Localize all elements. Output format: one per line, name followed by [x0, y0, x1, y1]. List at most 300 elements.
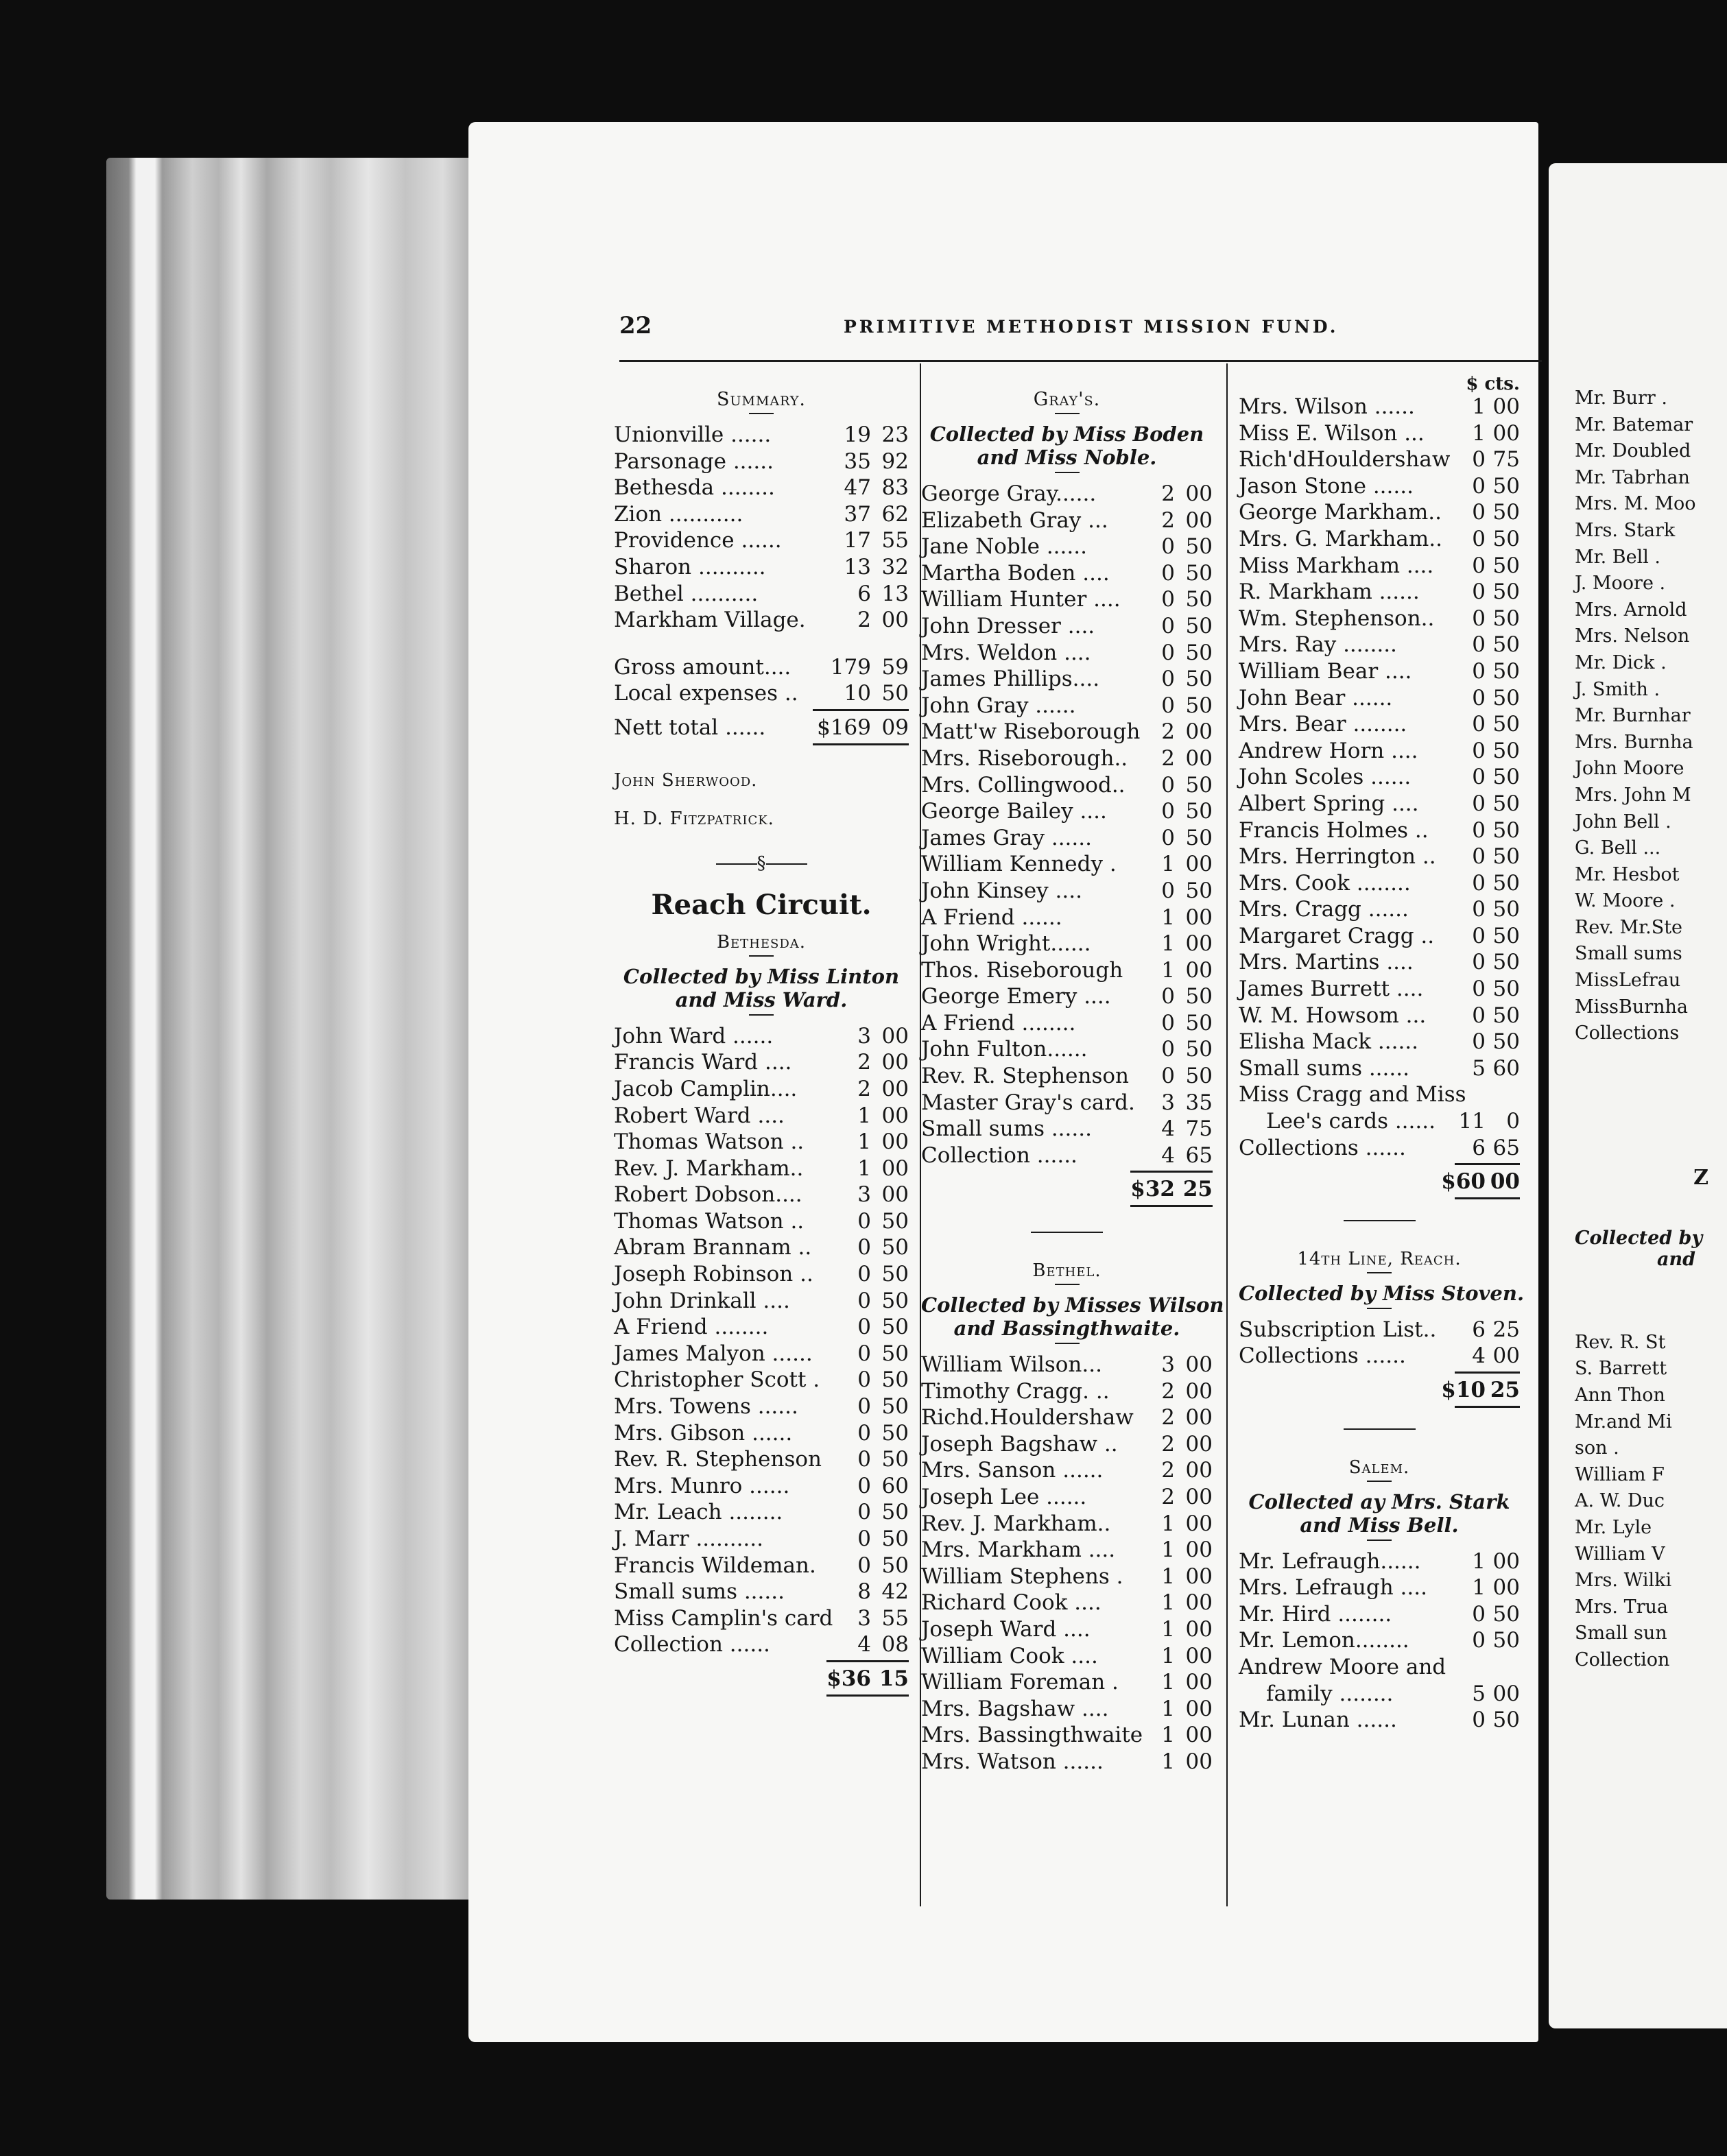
entry-cents: 50 [1492, 500, 1520, 525]
entry-name: Francis Wildeman. [614, 1553, 816, 1578]
entry-cents: 00 [1185, 1352, 1213, 1378]
entry-row [614, 582, 909, 608]
entry-row [1239, 844, 1520, 871]
entry-dollars: 0 [1161, 984, 1175, 1009]
entry-cents: 50 [881, 1447, 909, 1472]
entry-dollars: 0 [1161, 667, 1175, 692]
separator-mark: § [757, 852, 766, 874]
entry-dollars: 0 [1472, 579, 1486, 605]
entry-dollars: 1 [857, 1103, 871, 1128]
entry-row [921, 905, 1213, 932]
entry-row [1239, 527, 1520, 553]
entry-cents: 50 [1492, 579, 1520, 605]
entry-row [921, 719, 1213, 746]
entry-row [614, 1394, 909, 1421]
bethesda-heading: Bethesda. [716, 931, 807, 953]
divider [1055, 1343, 1080, 1344]
entry-row [921, 1432, 1213, 1459]
entry-name: William Foreman . [921, 1670, 1119, 1695]
entry-row [921, 984, 1213, 1011]
entry-row [614, 1182, 909, 1209]
entry-cents: 00 [1492, 394, 1520, 419]
entry-name: Elizabeth Gray ... [921, 507, 1108, 533]
entry-row: Small sums [1575, 943, 1682, 965]
entry-row: Mrs. Stark [1575, 519, 1676, 541]
entry-cents: 50 [881, 1208, 909, 1234]
entry-cents: 50 [881, 1315, 909, 1340]
section-divider [1344, 1428, 1416, 1430]
entry-row [1239, 553, 1520, 580]
signatory-1: John Sherwood. [614, 769, 758, 791]
gross-list [614, 655, 909, 708]
entry-row [921, 1090, 1213, 1117]
entry-row [1239, 1109, 1520, 1136]
entry-row [921, 1064, 1213, 1090]
entry-row: J. Smith . [1575, 678, 1660, 700]
entry-row [1239, 818, 1520, 845]
entry-name: William Kennedy . [921, 852, 1117, 877]
entry-dollars: $60 [1441, 1169, 1486, 1195]
entry-name: Collections ...... [1239, 1343, 1406, 1369]
entry-dollars: 11 [1458, 1109, 1486, 1134]
entry-row [614, 1632, 909, 1659]
entry-cents: 50 [1492, 632, 1520, 658]
entry-cents: 00 [1492, 1575, 1520, 1601]
entry-name: Timothy Cragg. .. [921, 1378, 1110, 1404]
entry-row [1239, 1136, 1520, 1162]
salem-heading: Salem. [1348, 1457, 1410, 1478]
bethesda-list [614, 1024, 909, 1659]
entry-name: Mrs. Bagshaw .... [921, 1696, 1109, 1721]
facing-top-list [1575, 387, 1705, 1049]
entry-cents: 50 [1185, 1064, 1213, 1089]
entry-row [921, 508, 1213, 535]
entry-cents: 75 [1492, 447, 1520, 472]
entry-row [1239, 394, 1520, 421]
entry-cents: 65 [1185, 1142, 1213, 1168]
entry-row [1239, 765, 1520, 791]
entry-cents: 00 [1185, 1564, 1213, 1589]
entry-name: Collection ...... [614, 1632, 770, 1657]
entry-cents: 25 [1490, 1378, 1520, 1402]
entry-row [614, 1050, 909, 1077]
entry-dollars: 47 [844, 475, 871, 501]
entry-name: Miss Camplin's card [614, 1605, 833, 1631]
entry-row: William F [1575, 1463, 1665, 1485]
grays-total-row [921, 1177, 1213, 1203]
entry-cents: 42 [881, 1579, 909, 1605]
entry-row [614, 1666, 909, 1693]
entry-row: Mrs. Nelson [1575, 625, 1690, 647]
grays-collected-1: Collected by Miss Boden [929, 422, 1204, 446]
andrew-row [1239, 1681, 1520, 1708]
entry-row [614, 681, 909, 708]
entry-name: James Gray ...... [921, 825, 1092, 850]
entry-dollars: 0 [857, 1262, 871, 1287]
entry-cents: 50 [881, 1420, 909, 1446]
entry-row: William V [1575, 1543, 1665, 1565]
entry-row [614, 1209, 909, 1236]
entry-dollars: 1 [1161, 905, 1175, 930]
entry-dollars: 0 [857, 1553, 871, 1578]
entry-name: Mrs. Collingwood.. [921, 772, 1125, 798]
entry-row [921, 1458, 1213, 1485]
entry-dollars: 0 [1472, 870, 1486, 896]
entry-cents: 50 [881, 1367, 909, 1393]
entry-dollars: 1 [1161, 1590, 1175, 1616]
entry-dollars: 0 [857, 1526, 871, 1551]
entry-row [921, 1590, 1213, 1617]
entry-name: A Friend ...... [921, 905, 1062, 930]
entry-cents: 00 [1492, 1548, 1520, 1574]
entry-dollars: 10 [844, 681, 871, 706]
entry-name: Francis Holmes .. [1239, 817, 1429, 843]
entry-cents: 50 [1492, 977, 1520, 1002]
page-number: 22 [619, 312, 652, 339]
entry-row [614, 555, 909, 582]
entry-dollars: 1 [1161, 1643, 1175, 1668]
entry-dollars: 2 [1161, 1378, 1175, 1404]
entry-row: Mr. Dick . [1575, 651, 1667, 673]
entry-dollars: 0 [1472, 738, 1486, 763]
line14-heading: 14th Line, Reach. [1297, 1248, 1462, 1269]
entry-name: Unionville ...... [614, 422, 772, 447]
entry-name: Joseph Robinson .. [614, 1262, 813, 1287]
entry-name: Collection ...... [921, 1142, 1077, 1168]
entry-name: William Hunter .... [921, 587, 1121, 612]
entry-dollars: 0 [1161, 878, 1175, 903]
entry-name: Elisha Mack ...... [1239, 1029, 1419, 1055]
entry-name: Mr. Lefraugh...... [1239, 1548, 1421, 1574]
entry-cents: 00 [1185, 1511, 1213, 1536]
entry-cents: 59 [881, 654, 909, 680]
lunan-row [1239, 1708, 1520, 1734]
entry-cents: 50 [881, 681, 909, 706]
entry-dollars: 5 [1472, 1055, 1486, 1081]
entry-cents: 00 [1490, 1169, 1520, 1195]
entry-row [1239, 1708, 1520, 1734]
facing-section-heading: Z [1693, 1165, 1708, 1190]
entry-row: Mr. Tabrhan [1575, 466, 1690, 488]
entry-row [614, 1103, 909, 1130]
entry-name: Gross amount.... [614, 654, 791, 680]
entry-cents: 32 [881, 554, 909, 579]
entry-cents: 50 [1492, 950, 1520, 975]
entry-row: S. Barrett [1575, 1358, 1667, 1380]
entry-cents: 00 [1185, 1670, 1213, 1695]
entry-dollars: 0 [1472, 844, 1486, 870]
facing-bottom-list [1575, 1332, 1705, 1676]
entry-dollars: 0 [1472, 658, 1486, 684]
entry-dollars: $32 [1130, 1177, 1175, 1202]
entry-row [1239, 686, 1520, 712]
entry-dollars: 2 [1161, 719, 1175, 745]
entry-cents: 50 [1492, 738, 1520, 763]
entry-name: Mrs. Cragg ...... [1239, 897, 1409, 922]
entry-cents: 00 [1492, 420, 1520, 446]
entry-row [1239, 500, 1520, 527]
entry-cents: 50 [881, 1394, 909, 1420]
entry-row [1239, 659, 1520, 686]
entry-cents: 00 [1185, 1749, 1213, 1774]
entry-row [1239, 977, 1520, 1003]
entry-cents: 50 [1492, 1628, 1520, 1653]
entry-row [614, 608, 909, 634]
entry-row [1239, 579, 1520, 606]
entry-row [921, 614, 1213, 640]
grays-collected-2: and Miss Noble. [977, 446, 1157, 469]
entry-cents: 50 [1185, 825, 1213, 850]
entry-dollars: 6 [857, 581, 871, 606]
entry-name: John Ward ...... [614, 1023, 774, 1049]
entry-row [921, 773, 1213, 800]
entry-cents: 0 [1506, 1109, 1520, 1134]
entry-name: Mrs. Gibson ...... [614, 1420, 793, 1446]
entry-dollars: 0 [1472, 765, 1486, 790]
entry-dollars: 0 [857, 1420, 871, 1446]
entry-cents: 00 [881, 608, 909, 633]
entry-dollars: 1 [1161, 1564, 1175, 1589]
entry-row: Rev. Mr.Ste [1575, 916, 1683, 938]
entry-dollars: 19 [844, 422, 871, 447]
entry-row: John Bell . [1575, 811, 1671, 833]
entry-row [921, 958, 1213, 985]
entry-cents: 50 [881, 1526, 909, 1551]
entry-name: J. Marr .......... [614, 1526, 763, 1551]
entry-cents: 00 [881, 1076, 909, 1101]
entry-name: Small sums ...... [614, 1579, 785, 1605]
salem-collected-2: and Miss Bell. [1300, 1513, 1459, 1537]
entry-cents: 25 [1492, 1317, 1520, 1342]
entry-name: Rev. R. Stephenson [921, 1064, 1129, 1089]
sum-rule [1130, 1205, 1213, 1207]
entry-row [921, 1485, 1213, 1511]
facing-page-column [1575, 387, 1708, 1676]
entry-row: Mr.and Mi [1575, 1411, 1672, 1433]
entry-row [1239, 1628, 1520, 1655]
entry-name: George Gray...... [921, 481, 1097, 506]
entry-name: James Burrett .... [1239, 977, 1424, 1002]
entry-name: Nett total ...... [614, 715, 766, 740]
entry-cents: 00 [1185, 1590, 1213, 1616]
summary-heading: Summary. [717, 389, 806, 410]
entry-name: Bethel .......... [614, 581, 759, 606]
entry-dollars: 0 [1472, 923, 1486, 948]
entry-dollars: 2 [1161, 745, 1175, 771]
entry-dollars: 1 [1161, 1723, 1175, 1748]
entry-cents: 50 [1185, 1010, 1213, 1035]
entry-cents: 55 [881, 528, 909, 553]
entry-cents: 00 [1185, 481, 1213, 506]
entry-name: Rich'dHouldershaw [1239, 447, 1451, 472]
circuit-heading: Reach Circuit. [651, 888, 872, 921]
entry-row [921, 1011, 1213, 1038]
entry-cents: 50 [1185, 560, 1213, 586]
entry-row [614, 1077, 909, 1103]
entry-name: Markham Village. [614, 608, 806, 633]
entry-name: Richd.Houldershaw [921, 1405, 1134, 1430]
entry-row [1239, 791, 1520, 818]
entry-dollars: $169 [817, 715, 871, 740]
entry-row [1239, 1029, 1520, 1056]
entry-dollars: 6 [1472, 1135, 1486, 1160]
entry-dollars: 1 [857, 1129, 871, 1155]
entry-dollars: 0 [1472, 1628, 1486, 1653]
entry-name: R. Markham ...... [1239, 579, 1420, 605]
entry-cents: 00 [1185, 1405, 1213, 1430]
entry-row [614, 449, 909, 476]
entry-row: John Moore [1575, 758, 1684, 780]
entry-cents: 00 [1185, 1537, 1213, 1563]
entry-cents: 50 [1185, 693, 1213, 718]
entry-cents: 50 [1492, 817, 1520, 843]
entry-name: Mr. Lunan ...... [1239, 1708, 1397, 1733]
entry-row [921, 1116, 1213, 1143]
entry-cents: 09 [881, 715, 909, 740]
entry-name: Thomas Watson .. [614, 1208, 805, 1234]
entry-row [1239, 1169, 1520, 1196]
entry-dollars: 0 [1472, 1029, 1486, 1055]
running-title: PRIMITIVE METHODIST MISSION FUND. [844, 317, 1339, 337]
entry-name: Christopher Scott . [614, 1367, 820, 1393]
entry-name: family ........ [1266, 1681, 1394, 1706]
sum-rule [1455, 1372, 1520, 1374]
entry-dollars: 2 [857, 608, 871, 633]
entry-row [614, 1447, 909, 1474]
entry-name: Joseph Bagshaw .. [921, 1431, 1118, 1457]
entry-cents: 50 [881, 1341, 909, 1366]
entry-row [1239, 897, 1520, 924]
entry-row [1239, 606, 1520, 633]
entry-cents: 50 [1492, 870, 1520, 896]
entry-cents: 83 [881, 475, 909, 501]
entry-dollars: 2 [1161, 1405, 1175, 1430]
entry-cents: 00 [881, 1129, 909, 1155]
entry-dollars: 1 [1161, 1511, 1175, 1536]
entry-row: Mrs. M. Moo [1575, 493, 1696, 515]
entry-dollars: 0 [1472, 500, 1486, 525]
entry-row: Ann Thon [1575, 1385, 1665, 1406]
entry-dollars: 0 [1161, 640, 1175, 665]
entry-row: MissLefrau [1575, 970, 1681, 992]
sum-rule [813, 709, 909, 711]
entry-cents: 92 [881, 448, 909, 474]
entry-row [614, 655, 909, 682]
entry-name: William Wilson... [921, 1352, 1102, 1378]
entry-name: Zion ........... [614, 501, 743, 527]
entry-dollars: 3 [857, 1023, 871, 1049]
entry-name: Rev. J. Markham.. [921, 1511, 1111, 1536]
markham-list [1239, 394, 1520, 1082]
entry-dollars: 0 [857, 1394, 871, 1420]
entry-row [921, 746, 1213, 773]
entry-dollars: 0 [1472, 977, 1486, 1002]
entry-dollars: 1 [1161, 931, 1175, 957]
entry-name: W. M. Howsom ... [1239, 1003, 1427, 1028]
entry-cents: 00 [1185, 1485, 1213, 1509]
entry-row: J. Moore . [1575, 573, 1666, 595]
entry-name: Albert Spring .... [1239, 791, 1419, 816]
entry-name: Mrs. Wilson ...... [1239, 394, 1415, 419]
entry-dollars: 0 [1161, 587, 1175, 612]
entry-dollars: 179 [830, 654, 871, 680]
section-separator [614, 853, 909, 874]
entry-cents: 50 [1492, 844, 1520, 870]
entry-row [1239, 712, 1520, 739]
entry-row [921, 1037, 1213, 1064]
entry-name: Wm. Stephenson.. [1239, 606, 1435, 631]
entry-cents: 50 [1492, 765, 1520, 790]
entry-dollars: 2 [857, 1050, 871, 1075]
entry-row [1239, 1681, 1520, 1708]
entry-name: William Bear .... [1239, 658, 1412, 684]
entry-name: Rev. J. Markham.. [614, 1155, 804, 1181]
entry-dollars: 2 [1161, 1458, 1175, 1483]
entry-row: Mrs. Trua [1575, 1596, 1668, 1618]
entry-cents: 00 [1492, 1681, 1520, 1706]
entry-cents: 23 [881, 422, 909, 447]
entry-dollars: 0 [1472, 553, 1486, 578]
entry-dollars: 1 [1472, 1548, 1486, 1574]
entry-row [921, 1143, 1213, 1170]
entry-row: W. Moore . [1575, 890, 1676, 912]
entry-name: John Bear ...... [1239, 685, 1393, 710]
entry-row: Mrs. Arnold [1575, 599, 1687, 621]
entry-cents: 65 [1492, 1135, 1520, 1160]
entry-dollars: 0 [857, 1341, 871, 1366]
entry-dollars: 0 [1472, 791, 1486, 816]
divider [1367, 1308, 1392, 1309]
entry-cents: 50 [881, 1235, 909, 1260]
entry-name: Bethesda ........ [614, 475, 775, 501]
cards-row [1239, 1109, 1520, 1136]
entry-name: Local expenses .. [614, 681, 798, 706]
entry-name: Mrs. Bassingthwaite [921, 1723, 1143, 1748]
entry-cents: 50 [1185, 878, 1213, 903]
entry-name: Mrs. Martins .... [1239, 950, 1414, 975]
entry-name: Mr. Leach ........ [614, 1500, 783, 1525]
entry-dollars: 0 [1472, 817, 1486, 843]
entry-name: John Fulton...... [921, 1037, 1088, 1062]
entry-dollars: 0 [1472, 473, 1486, 499]
entry-name: Providence ...... [614, 528, 782, 553]
entry-cents: 50 [881, 1553, 909, 1578]
entry-row [921, 799, 1213, 826]
entry-row [921, 1379, 1213, 1406]
entry-name: Matt'w Riseborough [921, 719, 1141, 745]
entry-name: Mrs. Bear ........ [1239, 712, 1407, 737]
entry-name: Martha Boden .... [921, 560, 1110, 586]
entry-row [614, 1315, 909, 1341]
entry-row [921, 1564, 1213, 1591]
grays-heading: Gray's. [1033, 389, 1101, 410]
entry-dollars: 1 [1161, 1749, 1175, 1774]
entry-dollars: 2 [1161, 507, 1175, 533]
entry-dollars: 3 [857, 1605, 871, 1631]
entry-dollars: 1 [1472, 394, 1486, 419]
entry-dollars: 17 [844, 528, 871, 553]
entry-name: John Dresser .... [921, 613, 1095, 638]
entry-row [921, 1644, 1213, 1670]
divider [1367, 1481, 1392, 1482]
entry-row [1239, 1343, 1520, 1370]
entry-dollars: 0 [1472, 447, 1486, 472]
entry-row: G. Bell ... [1575, 837, 1661, 859]
entry-dollars: $36 [826, 1666, 871, 1691]
entry-row [921, 587, 1213, 614]
entry-cents: 00 [1185, 852, 1213, 877]
entry-row [614, 1553, 909, 1580]
